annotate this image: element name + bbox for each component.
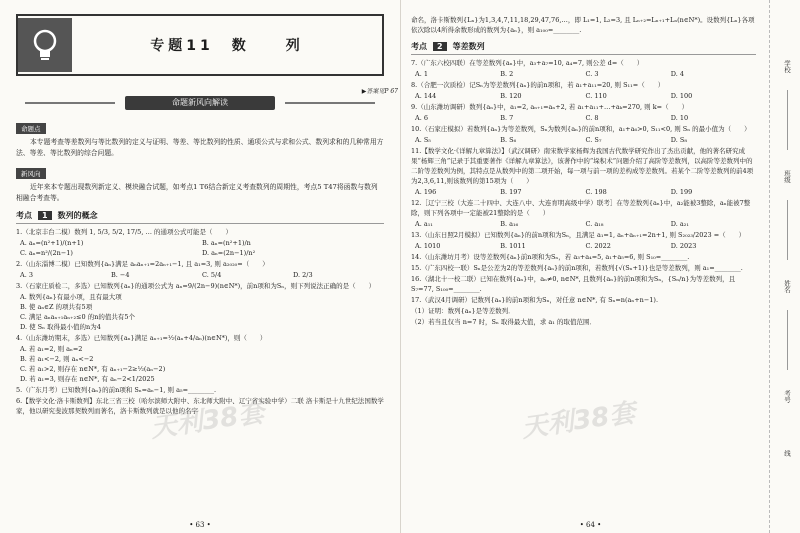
answer-option[interactable]: C. 3	[585, 70, 599, 78]
kaodian-number: 2	[433, 42, 447, 51]
watermark: 天利38套	[519, 398, 638, 444]
watermark: 天利38套	[148, 398, 267, 444]
answer-option[interactable]: C. 198	[585, 188, 607, 196]
lightbulb-icon	[18, 18, 72, 72]
option-row	[415, 69, 756, 79]
answer-option[interactable]: A. 3	[20, 271, 33, 279]
answer-option[interactable]: B. 7	[500, 114, 514, 122]
answer-option[interactable]: A. 196	[415, 188, 437, 196]
question-stem: 8.（合肥一次质检）记Sₙ为等差数列{aₙ}的前n项和，若 a₁+a₁₁=20, 则 S₁₁=（ ）	[411, 81, 665, 89]
question-stem: 2.（山东淄博二模）已知数列{aₙ}满足 aₙaₙ₊₁=2aₙ₊₁−1, 且 a₁=3, 则 a₂₀₂₀=（ ）	[16, 260, 269, 268]
question-stem: 4.（山东潍坊期末，多选）已知数列{aₙ}满足 aₙ₊₁=½(aₙ+4/aₙ)(n∈N*)，则（ ）	[16, 334, 267, 342]
option-row	[415, 219, 756, 229]
question-stem: 9.（山东潍坊调研）数列{aₙ}中，a₁=2, aₙ₊₁=aₙ+2, 若 a₁+a₁₁+…+aₖ=270, 则 k=（ ）	[411, 103, 689, 111]
question-stem: 16.（湖北十一校二联）已知在数列{aₙ}中，aₙ≠0, n∈N*, 且数列{aₙ}的前n项和为Sₙ，{Sₙ/n}为等差数列，且 S₇=77, S₁₀₀=________.	[411, 275, 736, 293]
answer-option[interactable]: B. 1011	[500, 242, 526, 250]
question-stem: 7.（广东六校四联）在等差数列{aₙ}中，a₃+a₇=10, a₄=7, 则公差 d=（ ）	[411, 59, 644, 67]
tag-point: 命题点	[16, 123, 46, 134]
answer-option[interactable]: A. a₁₁	[415, 220, 433, 228]
kaodian-number: 1	[38, 211, 52, 220]
page-number: • 63 •	[189, 521, 211, 529]
answer-option[interactable]: A. 6	[415, 114, 428, 122]
question-stem: 15.（广东四校一联）Sₙ是公差为2的等差数列{aₙ}的前n项和，若数列{√(Sₙ+1)}也是等差数列，则 a₁=________.	[411, 264, 743, 272]
answer-option[interactable]: D. aₙ=(2n−1)/n²	[202, 249, 256, 257]
answer-option[interactable]: C. aₙ=n²/(2n−1)	[20, 249, 73, 257]
chapter-header	[16, 14, 384, 76]
question-stem: 3.（石家庄质检二，多选）已知数列{aₙ}的通项公式为 aₙ=9/(2n−9)(n∈N*)，前n项和为Sₙ，则下列说法正确的是（ ）	[16, 282, 376, 290]
answer-option[interactable]: D. 4	[670, 70, 684, 78]
answer-option[interactable]: C. S₇	[585, 136, 602, 144]
option-row	[20, 270, 384, 280]
question-stem: （2）若当且仅当 n=7 时，Sₙ 取得最大值，求 a₁ 的取值范围．	[411, 318, 596, 326]
answer-option[interactable]: C. 5/4	[202, 271, 222, 279]
question-stem: 10.（石家庄模拟）若数列{aₙ}为等差数列，Sₙ为数列{aₙ}的前n项和，a₁+a₆>0, S₁₁<0, 则 Sₙ 的最小值为（ ）	[411, 125, 751, 133]
answer-option[interactable]: C. a₁₈	[585, 220, 604, 228]
question-list	[411, 58, 756, 327]
question-stem: 5.（广东月考）已知数列{aₙ}的前n项和 Sₙ=aₙ−1, 则 a₅=________.	[16, 386, 217, 394]
answer-option[interactable]: B. S₆	[500, 136, 517, 144]
binding-margin	[769, 0, 800, 533]
answer-option[interactable]: B. 若 a₁<−2, 则 aₙ<−2	[20, 355, 94, 363]
chapter-title: 专题11 数 列	[150, 38, 304, 54]
option-row	[415, 241, 756, 251]
answer-option[interactable]: D. 10	[670, 114, 689, 122]
tag-trend: 新风向	[16, 168, 46, 179]
binding-line	[787, 310, 788, 370]
answer-option[interactable]: D. a₂₁	[670, 220, 689, 228]
question-stem: （1）证明：数列{aₙ}是等差数列．	[411, 307, 515, 315]
right-page	[400, 0, 800, 533]
question-stem: 11.【数学文化·《详解九章算法》】（武汉调研）南宋数学家杨辉为我国古代数学研究作出了杰出贡献，他的著名研究成果“杨辉三角”记录于其重要著作《详解九章算法》，该著作中的“垛积术”问题介绍了高阶等差数列，以高阶等差数列中的二阶等差数列为例，其特点是从数列中的第二项开始，每一项与前一项的差构成等差数列。若某个二阶等差数列的前4项为2,3,6,11,则该数列的第15项为（ ）	[411, 147, 754, 185]
binding-label-school: 学校	[783, 60, 791, 73]
answer-option[interactable]: D. 100	[670, 92, 693, 100]
answer-option[interactable]: A. S₅	[415, 136, 431, 144]
answer-option[interactable]: B. 2	[500, 70, 514, 78]
page-number: • 64 •	[579, 521, 602, 529]
binding-label-line: 线	[783, 450, 791, 457]
answer-option[interactable]: D. 使 Sₙ 取得最小值的n为4	[20, 323, 101, 331]
continued-text: 命名，洛卡斯数列{Lₙ}为1,3,4,7,11,18,29,47,76,…，即 L₁=1, L₂=3, 且 Lₙ₊₂=Lₙ₊₁+Lₙ(n∈N*)。设数列{Lₙ}各项依次除以4所得余数形成的数列为{aₙ}，则 a₁₀₀=________.	[411, 16, 755, 34]
answer-option[interactable]: C. 满足 aₙaₙ₊₁aₙ₊₂≤0 的n的值共有5个	[20, 313, 136, 321]
answer-option[interactable]: B. 使 aₙ∈Z 的项共有5项	[20, 303, 93, 311]
question-stem: 6.【数学文化·洛卡斯数列】东北三省三校（哈尔滨师大附中、东北师大附中、辽宁省实验中学）二联 洛卡斯是十九世纪法国数学家，他以研究斐波那契数列而著名，洛卡斯数列就是以他的名字	[16, 397, 384, 415]
kaodian-title: 等差数列	[452, 42, 485, 51]
question-stem: 12.［辽宁三校（大连二十四中、大连八中、大连育明高级中学）联考］在等差数列{aₙ}中，a₂能被3整除，aₙ能被7整除，则下列各项中一定能被21整除的是（ ）	[411, 199, 751, 217]
answer-option[interactable]: C. 2022	[585, 242, 611, 250]
answer-reference: ▶答案见P 67	[361, 88, 398, 95]
option-row	[415, 91, 756, 101]
option-row	[20, 238, 384, 258]
answer-option[interactable]: A. 144	[415, 92, 437, 100]
binding-label-id: 考号	[783, 390, 791, 403]
answer-option[interactable]: D. 2/3	[293, 271, 313, 279]
answer-option[interactable]: A. aₙ=(n²+1)/(n+1)	[20, 239, 84, 247]
option-row	[20, 292, 384, 332]
answer-option[interactable]: B. −4	[111, 271, 130, 279]
question-stem: 17.（武汉4月调研）记数列{aₙ}的前n项和为Sₙ，对任意 n∈N*, 有 Sₙ=n(aₙ+n−1).	[411, 296, 659, 304]
answer-option[interactable]: B. 197	[500, 188, 522, 196]
answer-option[interactable]: C. 若 a₁>2, 则存在 n∈N*, 有 aₙ₊₁−2≥½(aₙ−2)	[20, 365, 166, 373]
answer-option[interactable]: C. 8	[585, 114, 599, 122]
question-list	[16, 227, 384, 416]
option-row	[415, 113, 756, 123]
answer-option[interactable]: B. 120	[500, 92, 522, 100]
answer-option[interactable]: D. 199	[670, 188, 693, 196]
answer-option[interactable]: D. S₈	[670, 136, 687, 144]
question-stem: 13.（山东日照2月模拟）已知数列{aₙ}的前n项和为Sₙ，且满足 a₁=1, aₙ+aₙ₊₁=2n+1, 则 S₂₀₂₃/2023 =（ ）	[411, 231, 746, 239]
answer-option[interactable]: A. 若 a₁=2, 则 aₙ=2	[20, 345, 83, 353]
answer-option[interactable]: D. 若 a₁=3, 则存在 n∈N*, 有 aₙ−2<1/2025	[20, 375, 155, 383]
answer-option[interactable]: A. 1	[415, 70, 428, 78]
option-row	[20, 344, 384, 384]
answer-option[interactable]: D. 2023	[670, 242, 697, 250]
binding-label-name: 姓名	[783, 280, 791, 293]
answer-option[interactable]: B. a₁₆	[500, 220, 519, 228]
option-row	[415, 187, 756, 197]
kaodian-heading: 考点 2 等差数列	[411, 41, 756, 55]
section-banner: 命题新风向解读	[125, 96, 275, 110]
question-stem: 14.（山东潍坊月考）设等差数列{aₙ}前n项和为Sₙ，若 a₃+a₄=5, a₁+a₅=6, 则 S₁₀=________.	[411, 253, 690, 261]
point-text: 本专题考查等差数列与等比数列的定义与证明、等差、等比数列的性质、通项公式与求和公式、数列求和的几种常用方法、等差、等比数列的综合问题。	[16, 138, 384, 157]
answer-option[interactable]: A. 1010	[415, 242, 441, 250]
answer-option[interactable]: B. aₙ=(n²+1)/n	[202, 239, 251, 247]
kaodian-heading: 考点 1 数列的概念	[16, 210, 384, 224]
binding-label-class: 班级	[783, 170, 791, 183]
binding-line	[787, 90, 788, 150]
binding-line	[787, 200, 788, 260]
kaodian-title: 数列的概念	[57, 211, 98, 220]
answer-option[interactable]: A. 数列{aₙ}有最小项，且有最大项	[20, 293, 122, 301]
question-stem: 1.（北京丰台二模）数列 1, 5/3, 5/2, 17/5, … 的通项公式可能是（ ）	[16, 228, 233, 236]
trend-text: 近年来本专题出现数列新定义、模块融合试题，如考点1 T6结合新定义考查数列的周期性，考点5 T47将函数与数列相融合考查等。	[16, 183, 378, 202]
answer-option[interactable]: C. 110	[585, 92, 607, 100]
option-row	[415, 135, 756, 145]
